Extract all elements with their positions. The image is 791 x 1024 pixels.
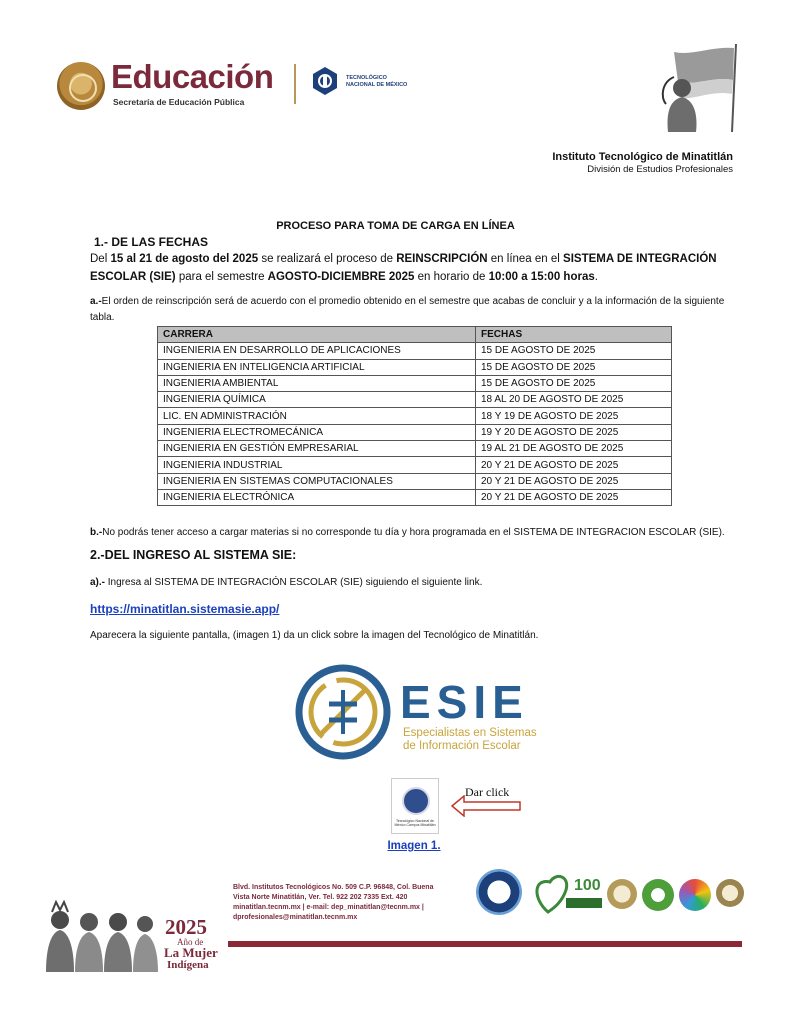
intro-paragraph: Del 15 al 21 de agosto del 2025 se realizará el proceso de REINSCRIPCIÓN en línea en el SISTEMA DE INTEGRACIÓN ESCOLAR (SIE) para el semestre AGOSTO-DICIEMBRE 2025 en horario de 10:00 a 15:00 horas.	[90, 253, 717, 283]
table-row: INGENIERIA ELECTRÓNICA 20 Y 21 DE AGOSTO DE 2025	[158, 489, 672, 505]
tecnm-logo-icon	[312, 66, 338, 96]
table-row: INGENIERIA AMBIENTAL 15 DE AGOSTO DE 2025	[158, 375, 672, 391]
screen-note: Aparecera la siguiente pantalla, (imagen 1) da un click sobre la imagen del Tecnológico de Minatitlán.	[90, 630, 539, 641]
document-title: PROCESO PARA TOMA DE CARGA EN LÍNEA	[276, 220, 515, 232]
svg-text:100: 100	[574, 877, 601, 894]
table-row: INGENIERIA ELECTROMECÁNICA 19 Y 20 DE AGOSTO DE 2025	[158, 424, 672, 440]
seal-badge-icon	[716, 879, 744, 907]
esie-name: ESIE	[400, 676, 529, 728]
year-indigena-label: Indígena	[167, 959, 209, 971]
plastic-free-badge-icon	[528, 868, 604, 920]
tecnm-name: TECNOLÓGICO NACIONAL DE MÉXICO	[346, 75, 408, 88]
esie-logo-icon	[295, 664, 391, 760]
note-a: a.-El orden de reinscripción será de acuerdo con el promedio obtenido en el semestre que acabas de concluir y a la información de la siguiente tabla.	[90, 296, 725, 323]
section1-heading: 1.- DE LAS FECHAS	[94, 235, 209, 249]
year-mujer-label: La Mujer	[164, 945, 218, 960]
arrow-left-icon	[451, 795, 521, 817]
institute-name: Instituto Tecnológico de Minatitlán	[552, 151, 733, 163]
org-subtitle: Secretaría de Educación Pública	[113, 97, 245, 107]
dar-click-label: Dar click	[465, 785, 510, 799]
flag-woman-illustration	[652, 42, 742, 134]
table-row: INGENIERIA QUÍMICA 18 AL 20 DE AGOSTO DE 2025	[158, 392, 672, 408]
table-row: INGENIERIA EN INTELIGENCIA ARTIFICIAL 15 DE AGOSTO DE 2025	[158, 359, 672, 375]
tec-thumbnail-text: Tecnológico Nacional de México Campus Minatitlán	[394, 819, 436, 827]
indigenous-women-illustration	[42, 900, 160, 972]
sie-link[interactable]: https://minatitlan.sistemasie.app/	[90, 602, 280, 616]
tec-minatitlan-seal-icon	[402, 787, 430, 815]
mexico-seal-icon	[57, 62, 105, 110]
table-row: LIC. EN ADMINISTRACIÓN 18 Y 19 DE AGOSTO DE 2025	[158, 408, 672, 424]
step-a: a).- Ingresa al SISTEMA DE INTEGRACIÓN ESCOLAR (SIE) siguiendo el siguiente link.	[90, 577, 483, 588]
iso14001-badge-icon	[642, 879, 674, 911]
table-header-row	[158, 327, 672, 343]
iso-badge-icon	[607, 879, 637, 909]
year-ano-label: Año de	[177, 937, 204, 947]
column-header-fechas: FECHAS	[476, 327, 672, 343]
table-row: INGENIERIA INDUSTRIAL 20 Y 21 DE AGOSTO DE 2025	[158, 457, 672, 473]
note-b: b.-No podrás tener acceso a cargar materias si no corresponde tu día y hora programada en el SISTEMA DE INTEGRACION ESCOLAR (SIE).	[90, 527, 725, 538]
certification-badge-icon	[476, 869, 522, 915]
table-row: INGENIERIA EN DESARROLLO DE APLICACIONES 15 DE AGOSTO DE 2025	[158, 343, 672, 359]
year-label: 2025	[165, 915, 207, 939]
table-row: INGENIERIA EN GESTIÓN EMPRESARIAL 19 AL 21 DE AGOSTO DE 2025	[158, 441, 672, 457]
schedule-table	[157, 326, 672, 506]
header-divider	[294, 64, 296, 104]
image-caption: Imagen 1.	[387, 840, 441, 852]
org-title: Educación	[111, 58, 274, 95]
esie-tagline: Especialistas en Sistemas de Información Escolar	[403, 727, 537, 752]
section2-heading: 2.-DEL INGRESO AL SISTEMA SIE:	[90, 548, 297, 562]
table-row: INGENIERIA EN SISTEMAS COMPUTACIONALES 20 Y 21 DE AGOSTO DE 2025	[158, 473, 672, 489]
footer-bar	[228, 941, 742, 947]
tec-minatitlan-thumbnail[interactable]	[391, 778, 439, 834]
footer-address: Blvd. Institutos Tecnológicos No. 509 C.P. 96848, Col. Buena Vista Norte Minatitlán, Ver. Tel. 922 202 7335 Ext. 420 minatitlan.tecnm.mx | e-mail: dep_minatitlan@tecnm.mx | dprofesionales@minatitlan.tecnm.mx	[233, 884, 434, 921]
column-header-carrera: CARRERA	[158, 327, 476, 343]
division-name: División de Estudios Profesionales	[587, 164, 733, 175]
equality-badge-icon	[679, 879, 711, 911]
